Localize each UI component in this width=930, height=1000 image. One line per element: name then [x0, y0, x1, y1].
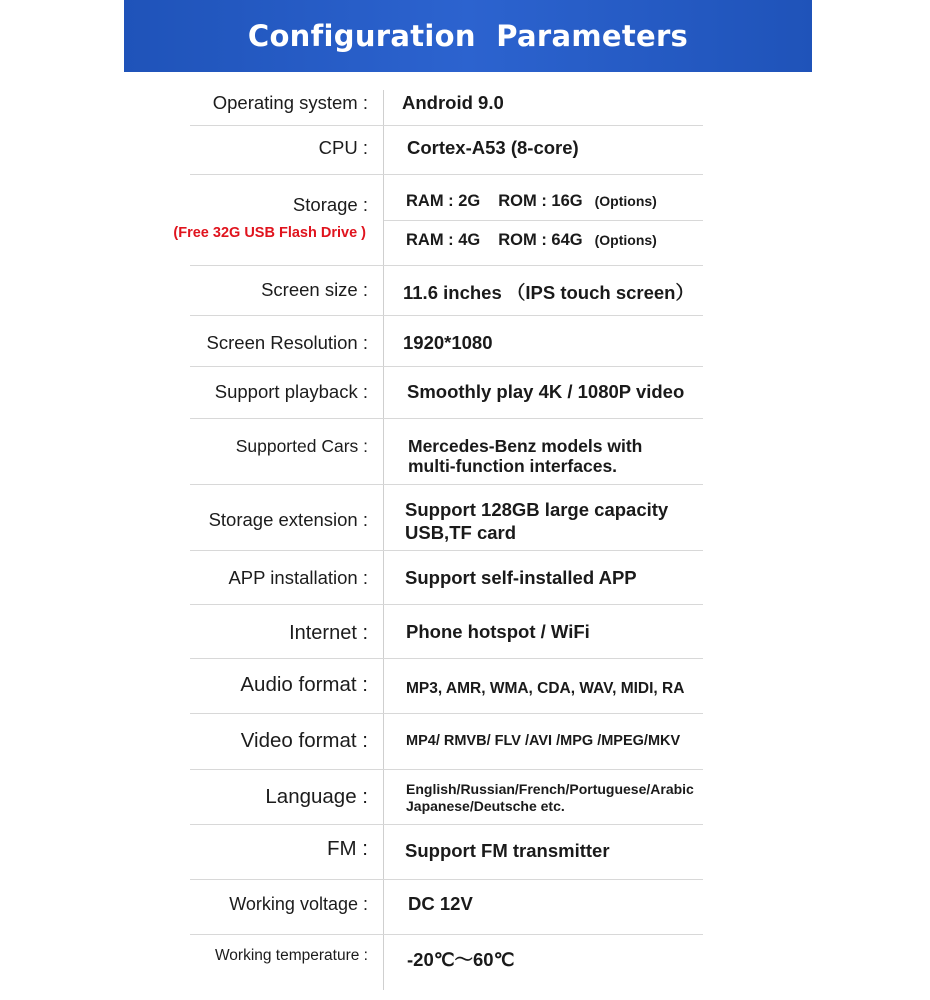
cars-value [408, 437, 642, 476]
cpu-value: Cortex-A53 (8-core) [407, 137, 579, 158]
storage-option-1 [406, 192, 657, 211]
screen-size-value: 11.6 inches （IPS touch screen） [403, 282, 694, 303]
app-installation-label: APP installation : [228, 567, 368, 588]
fm-label: FM : [327, 837, 368, 860]
row-separator [190, 174, 703, 175]
cpu-label: CPU : [318, 137, 368, 158]
storage-extension-value [405, 499, 668, 544]
row-separator [190, 658, 703, 659]
internet-label: Internet : [289, 622, 368, 644]
storage-option-2 [406, 231, 657, 250]
voltage-value: DC 12V [408, 893, 473, 914]
column-divider [383, 90, 384, 990]
audio-format-label: Audio format : [240, 673, 368, 696]
os-label: Operating system : [212, 92, 368, 113]
video-format-value: MP4/ RMVB/ FLV /AVI /MPG /MPEG/MKV [406, 733, 681, 749]
row-separator [190, 265, 703, 266]
row-separator [190, 418, 703, 419]
resolution-label: Screen Resolution : [206, 332, 368, 353]
rom-value: ROM : 16G [498, 192, 583, 210]
options-note: (Options) [594, 193, 657, 209]
row-separator [384, 220, 703, 221]
row-separator [190, 315, 703, 316]
row-separator [190, 879, 703, 880]
resolution-value: 1920*1080 [403, 332, 493, 353]
header-banner [124, 0, 812, 72]
row-separator [190, 769, 703, 770]
row-separator [190, 366, 703, 367]
row-separator [190, 934, 703, 935]
row-separator [190, 484, 703, 485]
language-line-1: English/Russian/French/Portuguese/Arabic [406, 781, 694, 797]
voltage-label: Working voltage : [229, 894, 368, 914]
cars-value-line-2: multi-function interfaces. [408, 455, 618, 476]
cars-label: Supported Cars : [235, 436, 368, 456]
language-value [406, 781, 694, 815]
internet-value: Phone hotspot / WiFi [406, 621, 590, 642]
language-line-2: Japanese/Deutsche etc. [406, 798, 565, 815]
options-note: (Options) [594, 232, 657, 248]
os-value: Android 9.0 [402, 92, 504, 113]
rom-value: ROM : 64G [498, 231, 583, 249]
row-separator [190, 713, 703, 714]
ram-value: RAM : 2G [406, 192, 481, 210]
storage-extension-line-1: Support 128GB large capacity [405, 499, 669, 520]
storage-extension-line-2: USB,TF card [405, 521, 517, 543]
temperature-value: -20℃～60℃ [407, 949, 515, 970]
ram-value: RAM : 4G [406, 231, 481, 249]
screen-size-label: Screen size : [261, 279, 368, 300]
video-format-label: Video format : [240, 729, 368, 752]
playback-value: Smoothly play 4K / 1080P video [407, 381, 685, 402]
row-separator [190, 824, 703, 825]
row-separator [190, 125, 703, 126]
app-installation-value: Support self-installed APP [405, 567, 637, 588]
storage-extension-label: Storage extension : [208, 509, 368, 530]
temperature-label: Working temperature : [214, 947, 368, 964]
storage-label: Storage : [292, 194, 368, 215]
cars-value-line-1: Mercedes-Benz models with [408, 436, 643, 456]
fm-value: Support FM transmitter [405, 840, 610, 861]
storage-free-usb-note: (Free 32G USB Flash Drive ) [173, 225, 366, 241]
audio-format-value: MP3, AMR, WMA, CDA, WAV, MIDI, RA [406, 680, 685, 697]
page-title: Configuration Parameters [247, 19, 689, 53]
language-label: Language : [265, 785, 368, 808]
row-separator [190, 604, 703, 605]
row-separator [190, 550, 703, 551]
playback-label: Support playback : [214, 381, 368, 402]
